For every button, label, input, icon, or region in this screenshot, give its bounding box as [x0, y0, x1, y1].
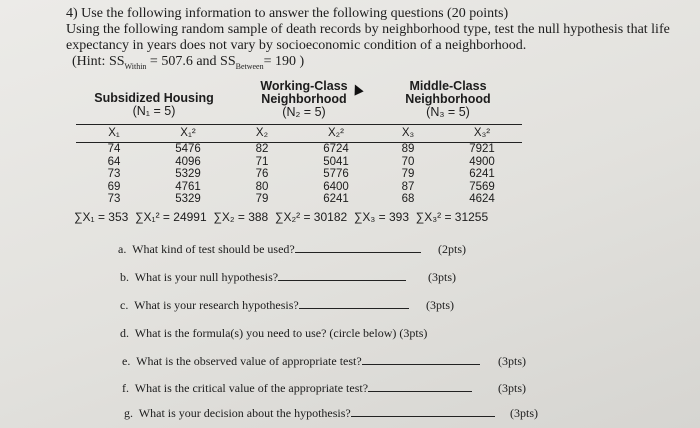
points-c: (3pts)	[426, 298, 454, 312]
table-cell: 7569	[469, 180, 495, 193]
table-cell: 5329	[175, 168, 201, 180]
answer-blank-c[interactable]	[299, 298, 409, 309]
group-1-title: Subsidized Housing	[94, 91, 214, 105]
sum-x3-sq: ∑X₃² = 31255	[415, 210, 489, 224]
table-cell: 74	[107, 143, 121, 155]
table-cell: 87	[401, 180, 415, 193]
table-cell: 5476	[175, 143, 201, 155]
points-b: (3pts)	[428, 270, 456, 284]
points-f: (3pts)	[498, 381, 526, 395]
answer-blank-e[interactable]	[362, 354, 480, 365]
problem-line-2: Using the following random sample of death records by neighborhood type, test the null hypothesis that life	[66, 22, 670, 37]
problem-line-3: expectancy in years does not vary by socioeconomic condition of a neighborhood.	[66, 38, 527, 53]
table-cell: 4761	[175, 180, 201, 193]
question-d: d. What is the formula(s) you need to use? (circle below) (3pts)	[120, 326, 428, 340]
table-cell: 64	[107, 155, 121, 168]
answer-blank-f[interactable]	[368, 381, 472, 392]
answer-blank-a[interactable]	[295, 242, 421, 253]
problem-hint: (Hint: $SS_{Within} = 507.6$ and $SS_{Between}= 190$ )	[72, 54, 305, 71]
sum-x1: ∑X₁ = 353	[74, 210, 129, 224]
table-cell: 68	[401, 193, 415, 205]
table-cell: 6400	[323, 180, 349, 193]
group-3-header	[398, 80, 498, 119]
table-cell: 71	[255, 155, 269, 168]
col-header-x2: X₂	[255, 127, 269, 139]
table-cell: 89	[401, 143, 415, 155]
table-cell: 82	[255, 143, 269, 155]
table-cell: 5329	[175, 193, 201, 205]
group-2-title: Working-Class Neighborhood	[260, 79, 348, 106]
table-cell: 76	[255, 168, 269, 180]
table-cell: 80	[255, 180, 269, 193]
table-cell: 70	[401, 155, 415, 168]
answer-blank-b[interactable]	[278, 270, 406, 281]
question-a: a. What kind of test should be used?	[118, 242, 421, 257]
table-cell: 73	[107, 168, 121, 180]
col-header-x2-sq: X₂²	[328, 127, 344, 139]
sums-row	[74, 210, 488, 224]
sum-x1-sq: ∑X₁² = 24991	[134, 210, 207, 224]
group-2-n: (N₂ = 5)	[282, 105, 326, 119]
table-cell: 5041	[323, 155, 349, 168]
table-cell: 73	[107, 193, 121, 205]
group-1-header	[92, 92, 216, 118]
table-cell: 79	[401, 168, 415, 180]
group-1-n: (N₁ = 5)	[132, 104, 176, 118]
sum-x2: ∑X₂ = 388	[213, 210, 269, 224]
col-header-x1-sq: X₁²	[180, 127, 196, 139]
table-cell: 6241	[323, 193, 349, 205]
question-g: g. What is your decision about the hypothesis?	[124, 406, 495, 421]
question-f: f. What is the critical value of the appropriate test?	[122, 381, 472, 396]
table-cell: 5776	[323, 168, 349, 180]
table-cell: 79	[255, 193, 269, 205]
table-cell: 4900	[469, 155, 495, 168]
question-b: b. What is your null hypothesis?	[120, 270, 406, 285]
table-cell: 6724	[323, 143, 349, 155]
table-cell: 4096	[175, 155, 201, 168]
answer-blank-g[interactable]	[351, 406, 495, 417]
problem-line-1: 4) Use the following information to answer the following questions (20 points)	[66, 6, 509, 21]
table-top-rule	[76, 124, 522, 125]
table-cell: 4624	[469, 193, 495, 205]
col-header-x1: X₁	[108, 127, 120, 139]
group-3-title: Middle-Class Neighborhood	[405, 79, 491, 106]
col-header-x3: X₃	[401, 127, 415, 139]
question-e: e. What is the observed value of appropriate test?	[122, 354, 480, 369]
sum-x2-sq: ∑X₂² = 30182	[274, 210, 348, 224]
points-e: (3pts)	[498, 354, 526, 368]
table-cell: 69	[107, 180, 121, 193]
table-cell: 7921	[469, 143, 495, 155]
table-cell: 6241	[469, 168, 495, 180]
points-a: (2pts)	[438, 242, 466, 256]
points-g: (3pts)	[510, 406, 538, 420]
group-3-n: (N₃ = 5)	[426, 105, 470, 119]
col-header-x3-sq: X₃²	[473, 127, 491, 139]
question-c: c. What is your research hypothesis?	[120, 298, 409, 313]
group-2-header	[254, 80, 354, 119]
sum-x3: ∑X₃ = 393	[353, 210, 409, 224]
